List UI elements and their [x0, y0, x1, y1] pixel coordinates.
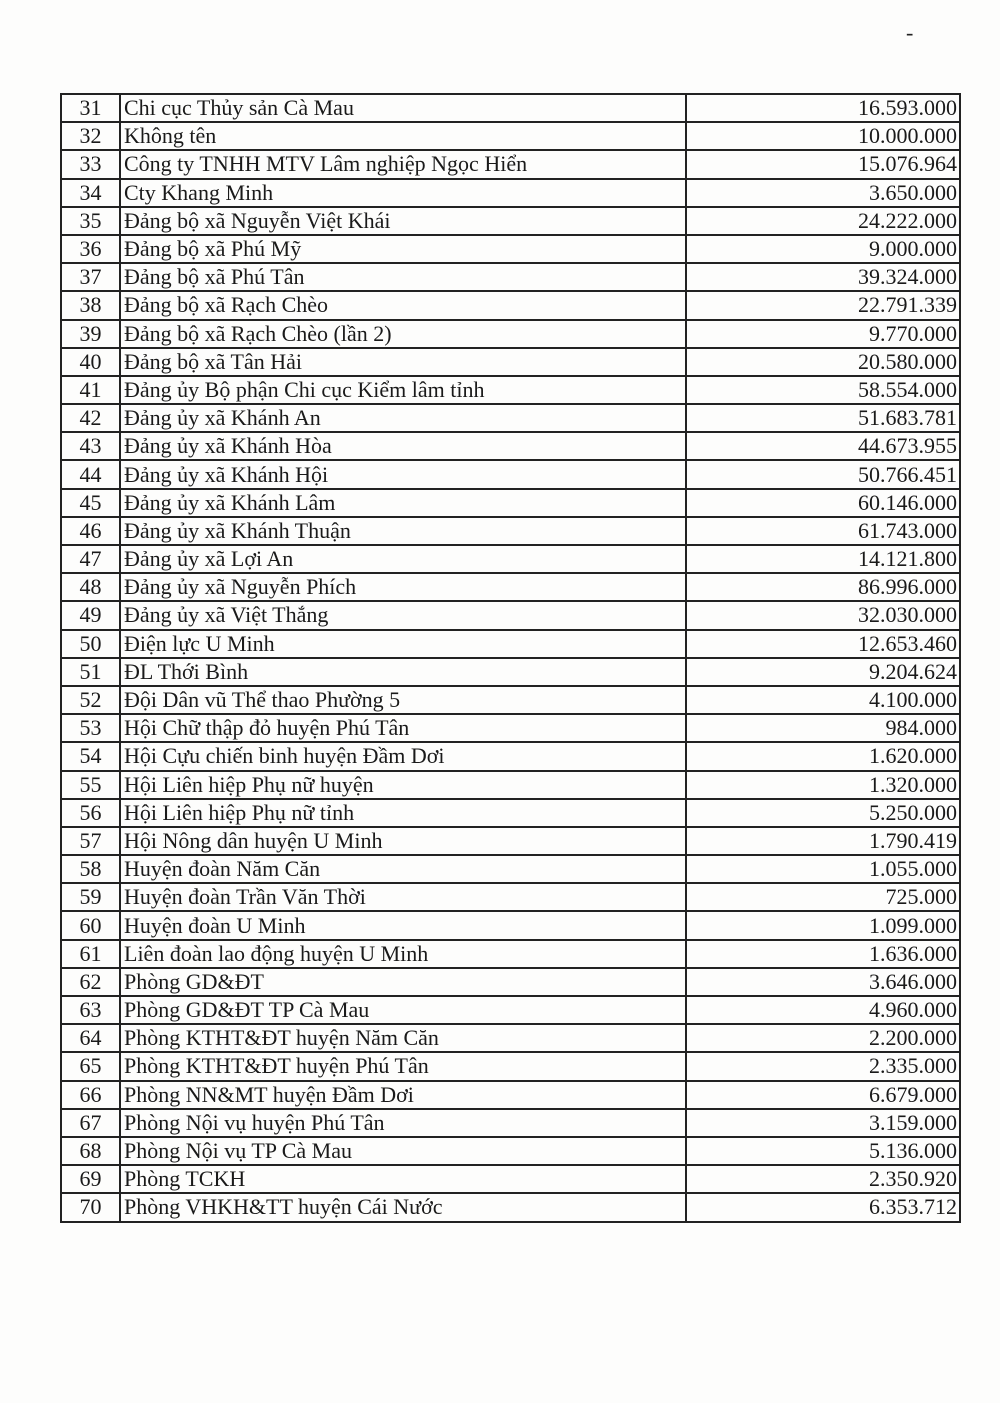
organization-name-cell	[120, 94, 686, 122]
row-number-cell	[61, 348, 120, 376]
amount-value: 9.770.000	[869, 320, 957, 346]
row-number: 38	[79, 292, 102, 318]
amount-value-cell	[686, 545, 960, 573]
table-row	[61, 601, 960, 629]
amount-value-cell	[686, 1193, 960, 1221]
organization-name: Phòng GD&ĐT TP Cà Mau	[124, 997, 370, 1023]
amount-value: 3.646.000	[869, 968, 957, 994]
amount-value-cell	[686, 460, 960, 488]
amount-value: 15.076.964	[858, 151, 957, 177]
amount-value-cell	[686, 658, 960, 686]
organization-name: Phòng KTHT&ĐT huyện Phú Tân	[124, 1053, 429, 1079]
row-number: 55	[79, 771, 102, 797]
amount-value: 1.790.419	[869, 827, 957, 853]
amount-value-cell	[686, 968, 960, 996]
row-number: 45	[79, 489, 102, 515]
amount-value-cell	[686, 742, 960, 770]
organization-name: Huyện đoàn U Minh	[124, 912, 306, 938]
table-row	[61, 545, 960, 573]
row-number-cell	[61, 432, 120, 460]
amount-value-cell	[686, 573, 960, 601]
organization-name: Hội Liên hiệp Phụ nữ huyện	[124, 771, 374, 797]
amount-value-cell	[686, 827, 960, 855]
amount-value-cell	[686, 1165, 960, 1193]
row-number: 65	[79, 1053, 102, 1079]
row-number: 31	[79, 95, 102, 121]
table-row	[61, 686, 960, 714]
table-row	[61, 573, 960, 601]
organization-name-cell	[120, 432, 686, 460]
organization-name: Đảng ủy xã Việt Thắng	[124, 602, 329, 628]
table-row	[61, 911, 960, 939]
row-number: 52	[79, 687, 102, 713]
organization-name: Đảng ủy xã Lợi An	[124, 546, 294, 572]
row-number-cell	[61, 1052, 120, 1080]
amount-value: 12.653.460	[858, 630, 957, 656]
amount-value: 44.673.955	[858, 433, 957, 459]
amount-value: 6.679.000	[869, 1081, 957, 1107]
table-row	[61, 827, 960, 855]
organization-name-cell	[120, 1024, 686, 1052]
table-row	[61, 771, 960, 799]
amount-value-cell	[686, 263, 960, 291]
row-number-cell	[61, 263, 120, 291]
amount-value-cell	[686, 771, 960, 799]
table-row	[61, 150, 960, 178]
table-row	[61, 94, 960, 122]
organization-name: Huyện đoàn Năm Căn	[124, 856, 321, 882]
row-number-cell	[61, 122, 120, 150]
organization-name: Phòng VHKH&TT huyện Cái Nước	[124, 1194, 443, 1220]
organization-name: Đảng ủy xã Khánh Thuận	[124, 517, 351, 543]
amount-value: 4.960.000	[869, 997, 957, 1023]
amount-value: 2.350.920	[869, 1166, 957, 1192]
row-number: 62	[79, 968, 102, 994]
table-row	[61, 291, 960, 319]
row-number-cell	[61, 1137, 120, 1165]
row-number: 67	[79, 1109, 102, 1135]
row-number: 51	[79, 658, 102, 684]
row-number-cell	[61, 855, 120, 883]
table-row	[61, 1081, 960, 1109]
row-number-cell	[61, 573, 120, 601]
amount-value: 1.320.000	[869, 771, 957, 797]
organization-name-cell	[120, 489, 686, 517]
organization-name-cell	[120, 883, 686, 911]
amount-value-cell	[686, 1024, 960, 1052]
organization-name: Đảng bộ xã Tân Hải	[124, 348, 302, 374]
organization-name: Đảng bộ xã Rạch Chèo	[124, 292, 329, 318]
row-number: 70	[79, 1194, 102, 1220]
organization-name-cell	[120, 1109, 686, 1137]
row-number-cell	[61, 827, 120, 855]
amount-value: 50.766.451	[858, 461, 957, 487]
organization-name: Không tên	[124, 123, 217, 149]
row-number: 42	[79, 405, 102, 431]
organization-name: Đảng ủy xã Khánh Lâm	[124, 489, 336, 515]
table-row	[61, 207, 960, 235]
row-number: 68	[79, 1138, 102, 1164]
organization-name-cell	[120, 911, 686, 939]
organization-name: Điện lực U Minh	[124, 630, 275, 656]
row-number: 53	[79, 715, 102, 741]
table-row	[61, 404, 960, 432]
amount-value-cell	[686, 1052, 960, 1080]
organization-name: Công ty TNHH MTV Lâm nghiệp Ngọc Hiển	[124, 151, 528, 177]
organization-name-cell	[120, 573, 686, 601]
organization-name: Đảng bộ xã Phú Mỹ	[124, 236, 302, 262]
row-number: 56	[79, 799, 102, 825]
organization-name-cell	[120, 630, 686, 658]
row-number-cell	[61, 742, 120, 770]
amount-value-cell	[686, 686, 960, 714]
amount-value: 32.030.000	[858, 602, 957, 628]
table-row	[61, 517, 960, 545]
amount-value: 984.000	[885, 715, 957, 741]
row-number: 40	[79, 348, 102, 374]
organization-name-cell	[120, 658, 686, 686]
amount-value-cell	[686, 714, 960, 742]
row-number-cell	[61, 150, 120, 178]
row-number-cell	[61, 940, 120, 968]
amount-value: 16.593.000	[858, 95, 957, 121]
organization-name: Cty Khang Minh	[124, 179, 274, 205]
amount-value-cell	[686, 122, 960, 150]
row-number-cell	[61, 630, 120, 658]
row-number: 63	[79, 997, 102, 1023]
amount-value-cell	[686, 432, 960, 460]
amount-value-cell	[686, 94, 960, 122]
amount-value-cell	[686, 911, 960, 939]
row-number-cell	[61, 460, 120, 488]
table-row	[61, 122, 960, 150]
amount-value-cell	[686, 1081, 960, 1109]
table-row	[61, 263, 960, 291]
table-row	[61, 714, 960, 742]
organization-name-cell	[120, 122, 686, 150]
organization-name: Đảng bộ xã Nguyễn Việt Khái	[124, 207, 391, 233]
organization-name-cell	[120, 1193, 686, 1221]
table-row	[61, 1052, 960, 1080]
organization-name-cell	[120, 460, 686, 488]
table-row	[61, 489, 960, 517]
amount-value: 1.055.000	[869, 856, 957, 882]
amount-value: 22.791.339	[858, 292, 957, 318]
amount-value-cell	[686, 150, 960, 178]
row-number-cell	[61, 94, 120, 122]
amount-value-cell	[686, 348, 960, 376]
organization-name-cell	[120, 771, 686, 799]
row-number-cell	[61, 911, 120, 939]
amount-value: 5.136.000	[869, 1138, 957, 1164]
organization-name: Huyện đoàn Trần Văn Thời	[124, 884, 366, 910]
organization-name: Phòng Nội vụ huyện Phú Tân	[124, 1109, 385, 1135]
organization-name-cell	[120, 799, 686, 827]
row-number-cell	[61, 320, 120, 348]
row-number: 41	[79, 376, 102, 402]
amount-value: 14.121.800	[858, 546, 957, 572]
organization-name-cell	[120, 1052, 686, 1080]
table-row	[61, 630, 960, 658]
table-row	[61, 742, 960, 770]
organization-name-cell	[120, 714, 686, 742]
amount-value: 20.580.000	[858, 348, 957, 374]
organization-name: Đảng ủy xã Khánh Hòa	[124, 433, 332, 459]
amount-value-cell	[686, 630, 960, 658]
amount-value-cell	[686, 235, 960, 263]
row-number: 50	[79, 630, 102, 656]
table-row	[61, 855, 960, 883]
organization-name-cell	[120, 348, 686, 376]
row-number-cell	[61, 714, 120, 742]
organization-name-cell	[120, 940, 686, 968]
table-row	[61, 1109, 960, 1137]
organization-name-cell	[120, 1137, 686, 1165]
amount-value: 9.000.000	[869, 236, 957, 262]
row-number: 32	[79, 123, 102, 149]
row-number: 69	[79, 1166, 102, 1192]
row-number-cell	[61, 235, 120, 263]
row-number-cell	[61, 799, 120, 827]
amount-value-cell	[686, 1109, 960, 1137]
amount-value: 61.743.000	[858, 517, 957, 543]
amount-value: 9.204.624	[869, 658, 957, 684]
amount-value-cell	[686, 940, 960, 968]
organization-name-cell	[120, 996, 686, 1024]
row-number: 47	[79, 546, 102, 572]
amount-value-cell	[686, 996, 960, 1024]
amount-value: 725.000	[885, 884, 957, 910]
donation-table	[60, 93, 961, 1223]
organization-name: Phòng GD&ĐT	[124, 968, 264, 994]
organization-name-cell	[120, 179, 686, 207]
amount-value-cell	[686, 883, 960, 911]
amount-value-cell	[686, 489, 960, 517]
table-row	[61, 940, 960, 968]
organization-name-cell	[120, 968, 686, 996]
table-row	[61, 799, 960, 827]
row-number-cell	[61, 207, 120, 235]
organization-name: Đội Dân vũ Thể thao Phường 5	[124, 687, 401, 713]
row-number-cell	[61, 376, 120, 404]
organization-name: Hội Nông dân huyện U Minh	[124, 827, 383, 853]
row-number: 35	[79, 207, 102, 233]
row-number: 33	[79, 151, 102, 177]
organization-name: Phòng TCKH	[124, 1166, 246, 1192]
row-number: 46	[79, 517, 102, 543]
organization-name-cell	[120, 686, 686, 714]
amount-value: 5.250.000	[869, 799, 957, 825]
amount-value-cell	[686, 207, 960, 235]
amount-value-cell	[686, 799, 960, 827]
row-number-cell	[61, 658, 120, 686]
amount-value-cell	[686, 601, 960, 629]
amount-value: 60.146.000	[858, 489, 957, 515]
row-number-cell	[61, 771, 120, 799]
row-number: 54	[79, 743, 102, 769]
organization-name: Liên đoàn lao động huyện U Minh	[124, 940, 429, 966]
organization-name-cell	[120, 601, 686, 629]
row-number: 36	[79, 236, 102, 262]
row-number: 60	[79, 912, 102, 938]
organization-name-cell	[120, 1165, 686, 1193]
amount-value: 2.200.000	[869, 1025, 957, 1051]
corner-mark: -	[906, 20, 914, 45]
amount-value: 1.636.000	[869, 940, 957, 966]
table-row	[61, 320, 960, 348]
organization-name-cell	[120, 320, 686, 348]
organization-name-cell	[120, 150, 686, 178]
row-number-cell	[61, 179, 120, 207]
row-number-cell	[61, 968, 120, 996]
row-number: 61	[79, 940, 102, 966]
organization-name: Hội Liên hiệp Phụ nữ tỉnh	[124, 799, 355, 825]
row-number-cell	[61, 1024, 120, 1052]
amount-value-cell	[686, 517, 960, 545]
organization-name: Hội Chữ thập đỏ huyện Phú Tân	[124, 715, 410, 741]
row-number-cell	[61, 883, 120, 911]
amount-value: 58.554.000	[858, 376, 957, 402]
organization-name: Đảng bộ xã Phú Tân	[124, 264, 305, 290]
row-number-cell	[61, 1193, 120, 1221]
organization-name: Phòng KTHT&ĐT huyện Năm Căn	[124, 1025, 439, 1051]
organization-name: Phòng NN&MT huyện Đầm Dơi	[124, 1081, 414, 1107]
amount-value: 1.099.000	[869, 912, 957, 938]
row-number-cell	[61, 996, 120, 1024]
organization-name-cell	[120, 235, 686, 263]
organization-name-cell	[120, 404, 686, 432]
organization-name: Đảng ủy Bộ phận Chi cục Kiểm lâm tỉnh	[124, 376, 485, 402]
table-row	[61, 432, 960, 460]
row-number-cell	[61, 545, 120, 573]
table-body	[61, 94, 960, 1222]
amount-value-cell	[686, 855, 960, 883]
row-number: 64	[79, 1025, 102, 1051]
organization-name-cell	[120, 1081, 686, 1109]
amount-value: 4.100.000	[869, 687, 957, 713]
organization-name: ĐL Thới Bình	[124, 658, 249, 684]
amount-value: 39.324.000	[858, 264, 957, 290]
amount-value-cell	[686, 179, 960, 207]
row-number-cell	[61, 517, 120, 545]
row-number-cell	[61, 601, 120, 629]
amount-value-cell	[686, 404, 960, 432]
row-number: 57	[79, 827, 102, 853]
table-row	[61, 1024, 960, 1052]
table-row	[61, 1137, 960, 1165]
table-row	[61, 996, 960, 1024]
amount-value: 24.222.000	[858, 207, 957, 233]
row-number-cell	[61, 686, 120, 714]
organization-name: Đảng ủy xã Khánh Hội	[124, 461, 329, 487]
amount-value: 3.159.000	[869, 1109, 957, 1135]
table-row	[61, 658, 960, 686]
amount-value-cell	[686, 320, 960, 348]
row-number: 58	[79, 856, 102, 882]
table-row	[61, 883, 960, 911]
row-number-cell	[61, 404, 120, 432]
table-row	[61, 460, 960, 488]
amount-value: 2.335.000	[869, 1053, 957, 1079]
organization-name-cell	[120, 263, 686, 291]
amount-value: 51.683.781	[858, 405, 957, 431]
amount-value-cell	[686, 1137, 960, 1165]
amount-value-cell	[686, 291, 960, 319]
organization-name-cell	[120, 207, 686, 235]
row-number: 39	[79, 320, 102, 346]
organization-name-cell	[120, 827, 686, 855]
amount-value: 10.000.000	[858, 123, 957, 149]
organization-name: Đảng ủy xã Nguyễn Phích	[124, 574, 357, 600]
organization-name-cell	[120, 742, 686, 770]
table-row	[61, 1165, 960, 1193]
row-number-cell	[61, 1109, 120, 1137]
amount-value: 86.996.000	[858, 574, 957, 600]
row-number: 49	[79, 602, 102, 628]
organization-name: Chi cục Thủy sản Cà Mau	[124, 95, 354, 121]
amount-value: 3.650.000	[869, 179, 957, 205]
organization-name-cell	[120, 545, 686, 573]
table-row	[61, 968, 960, 996]
organization-name: Đảng bộ xã Rạch Chèo (lần 2)	[124, 320, 392, 346]
row-number: 59	[79, 884, 102, 910]
amount-value-cell	[686, 376, 960, 404]
row-number: 34	[79, 179, 102, 205]
table-row	[61, 1193, 960, 1221]
organization-name-cell	[120, 291, 686, 319]
table-row	[61, 179, 960, 207]
organization-name-cell	[120, 855, 686, 883]
row-number-cell	[61, 1081, 120, 1109]
amount-value: 1.620.000	[869, 743, 957, 769]
row-number-cell	[61, 1165, 120, 1193]
row-number-cell	[61, 489, 120, 517]
organization-name-cell	[120, 376, 686, 404]
row-number: 37	[79, 264, 102, 290]
row-number: 48	[79, 574, 102, 600]
row-number: 43	[79, 433, 102, 459]
row-number-cell	[61, 291, 120, 319]
table-row	[61, 348, 960, 376]
organization-name: Phòng Nội vụ TP Cà Mau	[124, 1138, 352, 1164]
table-row	[61, 235, 960, 263]
organization-name-cell	[120, 517, 686, 545]
row-number: 44	[79, 461, 102, 487]
row-number: 66	[79, 1081, 102, 1107]
organization-name: Đảng ủy xã Khánh An	[124, 405, 321, 431]
amount-value: 6.353.712	[869, 1194, 957, 1220]
organization-name: Hội Cựu chiến binh huyện Đầm Dơi	[124, 743, 445, 769]
table-row	[61, 376, 960, 404]
